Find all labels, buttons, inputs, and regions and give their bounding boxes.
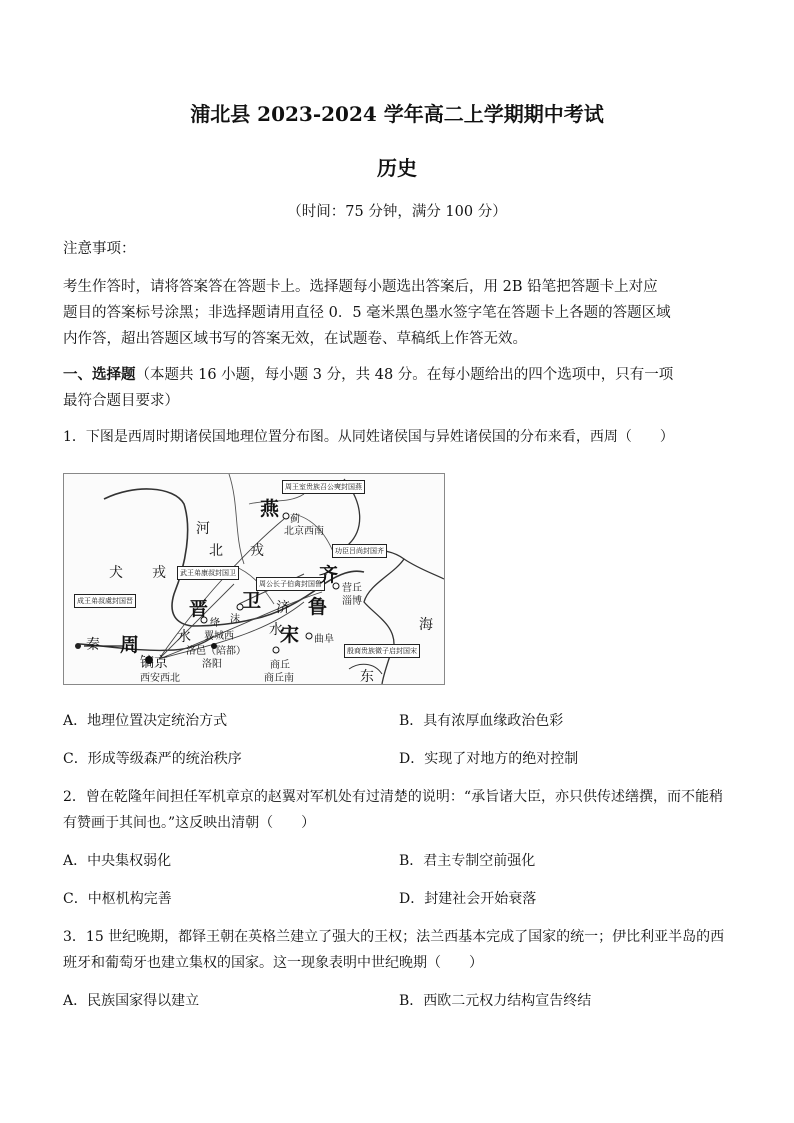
map-note-wei: 武王弟康叔封国卫: [177, 566, 239, 580]
notice-line: 题目的答案标号涂黑；非选择题请用直径 0．5 毫米黑色墨水签字笔在答题卡上各题的答题区域: [63, 305, 671, 321]
region-quan: 犬: [109, 565, 123, 581]
subject-title: 历史: [377, 156, 417, 180]
time-info: （时间：75 分钟，满分 100 分）: [287, 204, 507, 220]
question-stem-line: 3．15 世纪晚期，都铎王朝在英格兰建立了强大的王权；法兰西基本完成了国家的统一；伊比利亚半岛的西: [63, 929, 725, 945]
place-shangqiu: 商丘: [270, 660, 290, 671]
section-heading: [63, 362, 735, 414]
question-stem-line: 1．下图是西周时期诸侯国地理位置分布图。从同姓诸侯国与异姓诸侯国的分布来看，西周（ ）: [63, 429, 674, 445]
question-2-stem: [63, 784, 735, 836]
place-yingqiu: 营丘: [342, 583, 362, 594]
map-note-jin: 成王弟叔虞封国晋: [74, 594, 136, 608]
map-note-qi: 功臣吕尚封国齐: [332, 544, 387, 558]
place-hao: 镐京: [140, 655, 168, 671]
question-stem-line: 2．曾在乾隆年间担任军机章京的赵翼对军机处有过清楚的说明：“承旨诸大臣，亦只供传述缮撰，而不能稍: [63, 789, 724, 805]
q1-option-d: D．实现了对地方的绝对控制: [399, 751, 579, 767]
q3-option-a: A．民族国家得以建立: [63, 993, 200, 1009]
state-yan: 燕: [260, 498, 280, 520]
region-shui-wei: 水: [177, 629, 191, 645]
map-note-lu: 周公长子伯禽封国鲁: [256, 577, 325, 591]
q2-option-d: D．封建社会开始衰落: [399, 891, 537, 907]
region-rong: 戎: [250, 543, 264, 559]
region-sea: 海: [419, 617, 433, 633]
region-bei: 北: [209, 543, 223, 559]
region-quanrong: 戎: [152, 565, 166, 581]
region-dong: 东: [360, 669, 374, 685]
place-yicheng: 翼城西: [204, 631, 234, 642]
western-zhou-map: [63, 473, 445, 685]
map-note-song: 殷商贵族微子启封国宋: [344, 644, 420, 658]
place-shangqiu-s: 商丘南: [264, 673, 294, 684]
notice-line: 考生作答时，请将答案答在答题卡上。选择题每小题选出答案后，用 2B 铅笔把答题卡上对应: [63, 279, 658, 295]
q1-option-b: B．具有浓厚血缘政治色彩: [399, 713, 564, 729]
state-wei: 卫: [242, 590, 262, 612]
state-qi: 齐: [319, 564, 339, 586]
place-jiang: 绛: [210, 618, 220, 629]
section-desc: （本题共 16 小题，每小题 3 分，共 48 分。在每小题给出的四个选项中，只有一项: [135, 367, 674, 383]
question-stem-line: 有赞画于其间也。”这反映出清朝（ ）: [63, 815, 316, 831]
state-jin: 晋: [189, 598, 209, 620]
region-shui-ji: 水: [269, 622, 283, 638]
state-zhou: 周: [120, 634, 140, 656]
exam-title: 浦北县 2023-2024 学年高二上学期期中考试: [190, 102, 604, 126]
q1-option-c: C．形成等级森严的统治秩序: [63, 751, 242, 767]
notice-line: 内作答，超出答题区域书写的答案无效，在试题卷、草稿纸上作答无效。: [63, 331, 527, 347]
state-lu: 鲁: [308, 596, 328, 618]
state-qin: 秦: [86, 637, 100, 653]
region-ji: 济: [276, 600, 290, 616]
notice-heading: 注意事项：: [63, 241, 136, 257]
place-xian: 西安西北: [140, 673, 180, 684]
q3-option-b: B．西欧二元权力结构宣告终结: [399, 993, 592, 1009]
section-desc-cont: 最符合题目要求）: [63, 393, 179, 409]
q2-option-c: C．中枢机构完善: [63, 891, 172, 907]
notice-body: [63, 274, 735, 352]
place-luoyi: 洛邑（陪都）: [186, 646, 246, 657]
question-stem-line: 班牙和葡萄牙也建立集权的国家。这一现象表明中世纪晚期（ ）: [63, 955, 483, 971]
place-beijing: 北京西南: [284, 526, 324, 537]
place-zhao: 沫: [230, 614, 240, 625]
place-ji: 蓟: [290, 514, 300, 525]
q1-option-a: A．地理位置决定统治方式: [63, 713, 228, 729]
map-note-yan: 周王室贵族召公奭封国燕: [282, 480, 365, 494]
q2-option-b: B．君主专制空前强化: [399, 853, 536, 869]
state-song: 宋: [280, 624, 300, 646]
section-label: 一、选择题: [63, 366, 136, 383]
question-3-stem: [63, 924, 735, 976]
q2-option-a: A．中央集权弱化: [63, 853, 172, 869]
place-luoyang: 洛阳: [202, 659, 222, 670]
region-he: 河: [196, 521, 210, 537]
place-qufu: 曲阜: [314, 634, 334, 645]
question-1-stem: [63, 424, 735, 450]
place-zibo: 淄博: [342, 596, 362, 607]
